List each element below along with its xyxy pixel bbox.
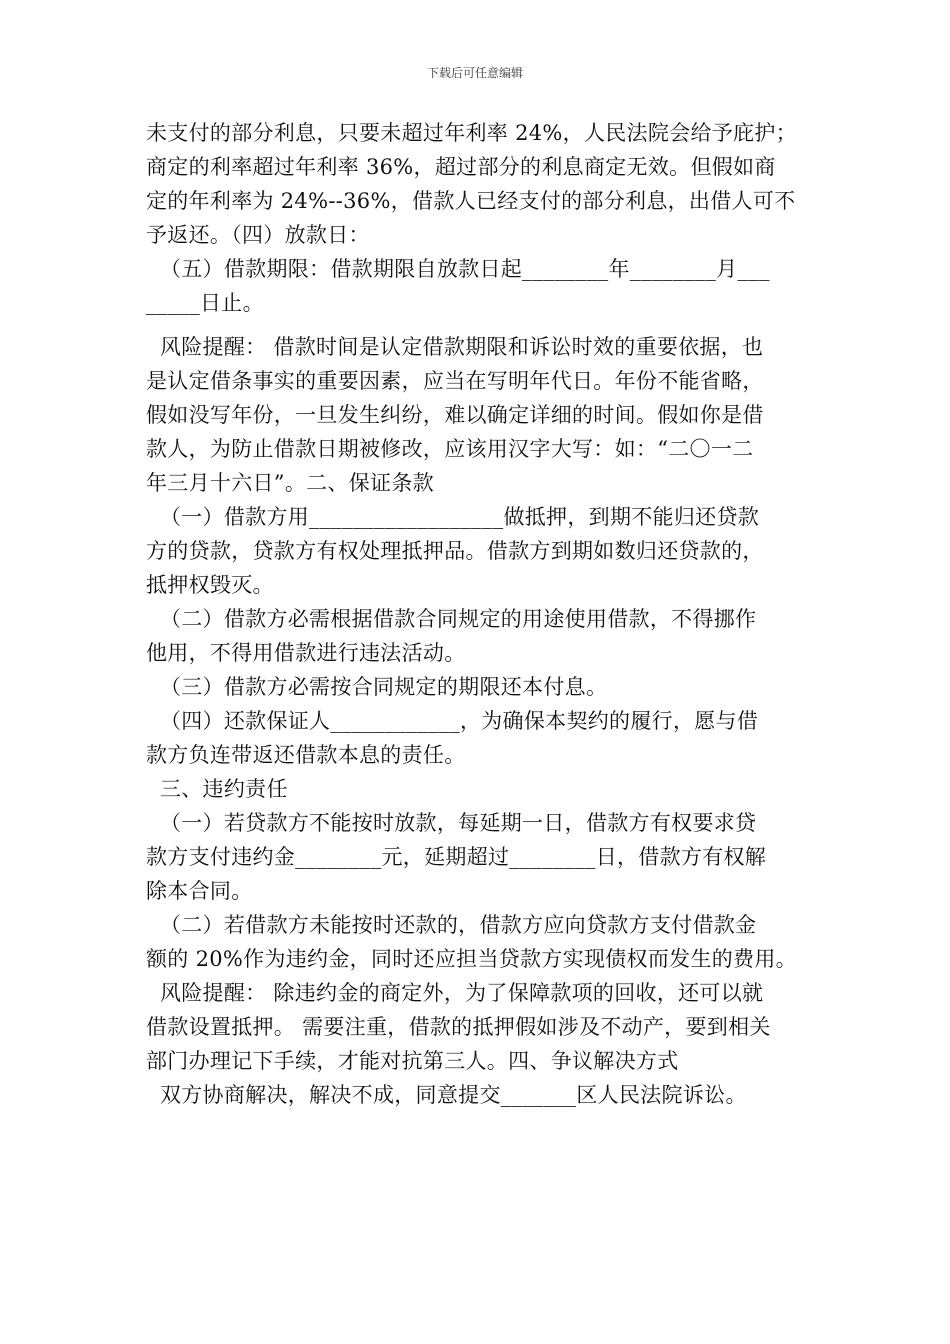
- text-line: 未支付的部分利息，只要未超过年利率 24%，人民法院会给予庇护；: [146, 121, 797, 145]
- text-line: （五）借款期限：借款期限自放款日起________年________月___: [146, 257, 770, 281]
- text-line: 定的年利率为 24%--36%，借款人已经支付的部分利息，出借人可不: [146, 189, 796, 213]
- page-header: 下载后可任意编辑: [426, 66, 523, 80]
- text-line: （三）借款方必需按合同规定的期限还本付息。: [146, 675, 608, 699]
- text-line: 款方支付违约金________元，延期超过________日，借款方有权解: [146, 845, 767, 869]
- text-line: _____日止。: [146, 291, 264, 315]
- text-line: 他用，不得用借款进行违法活动。: [146, 641, 466, 665]
- text-line: （二）若借款方未能按时还款的，借款方应向贷款方支付借款金: [146, 913, 757, 937]
- text-line: （一）若贷款方不能按时放款，每延期一日，借款方有权要求贷: [146, 811, 757, 835]
- text-line: 商定的利率超过年利率 36%，超过部分的利息商定无效。但假如商: [146, 155, 776, 179]
- text-line: 双方协商解决，解决不成，同意提交_______区人民法院诉讼。: [146, 1083, 747, 1107]
- text-line: 风险提醒： 除违约金的商定外，为了保障款项的回收，还可以就: [146, 981, 764, 1005]
- text-line: 假如没写年份，一旦发生纠纷，难以确定详细的时间。假如你是借: [146, 403, 764, 427]
- text-line: 款方负连带返还借款本息的责任。: [146, 743, 466, 767]
- text-line: 方的贷款，贷款方有权处理抵押品。借款方到期如数归还贷款的，: [146, 539, 764, 563]
- text-line: 三、违约责任: [146, 777, 288, 801]
- text-line: 额的 20%作为违约金，同时还应担当贷款方实现债权而发生的费用。: [146, 947, 797, 971]
- text-line: 除本合同。: [146, 879, 253, 903]
- text-line: 抵押权毁灭。: [146, 573, 274, 597]
- paragraph-gap: [146, 320, 818, 330]
- text-line: 是认定借条事实的重要因素，应当在写明年代日。年份不能省略，: [146, 369, 764, 393]
- text-line: 风险提醒： 借款时间是认定借款期限和诉讼时效的重要依据，也: [146, 335, 764, 359]
- text-line: 予返还。（四）放款日：: [146, 223, 370, 247]
- text-line: 年三月十六日”。二、保证条款: [146, 471, 434, 495]
- text-line: 部门办理记下手续，才能对抗第三人。四、争议解决方式: [146, 1049, 679, 1073]
- text-line: 借款设置抵押。 需要注重，借款的抵押假如涉及不动产，要到相关: [146, 1015, 771, 1039]
- text-line: 款人，为防止借款日期被修改，应该用汉字大写：如：“二〇一二: [146, 437, 754, 461]
- text-line: （四）还款保证人____________，为确保本契约的履行，愿与借: [146, 709, 759, 733]
- document-body: [146, 116, 818, 1112]
- text-line: （二）借款方必需根据借款合同规定的用途使用借款，不得挪作: [146, 607, 757, 631]
- text-line: （一）借款方用__________________做抵押，到期不能归还贷款: [146, 505, 760, 529]
